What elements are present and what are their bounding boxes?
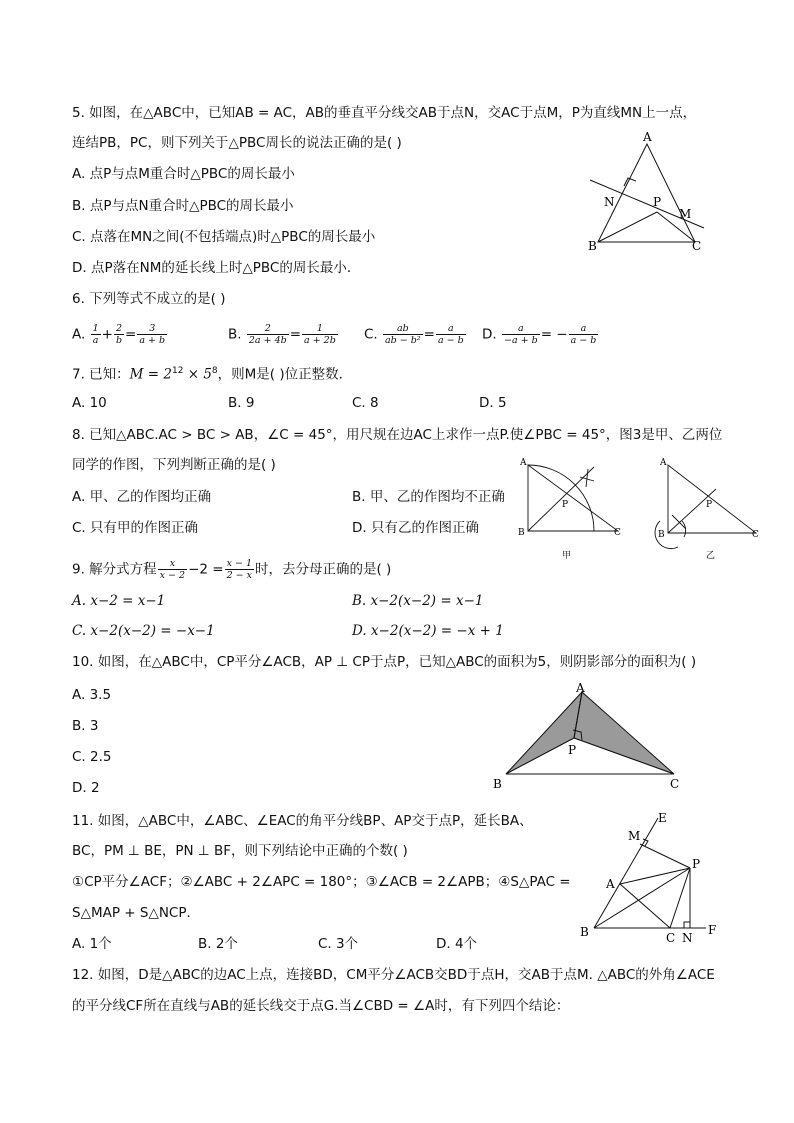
- q5-label-m: M: [679, 207, 692, 221]
- q5-stem-line1: 5. 如图，在△ABC中，已知AB = AC，AB的垂直平分线交AB于点N，交AC于点M，P为直线MN上一点，: [72, 105, 697, 121]
- q8-stem-line1: 8. 已知△ABC.AC > BC > AB，∠C = 45°，用尺规在边AC上求作一点P.使∠PBC = 45°，图3是甲、乙两位: [72, 427, 723, 443]
- q8-figure-jia: [514, 455, 626, 561]
- q5-option-b[interactable]: B. 点P与点N重合时△PBC的周长最小: [72, 198, 294, 214]
- q12-stem-line1: 12. 如图，D是△ABC的边AC上点，连接BD，CM平分∠ACB交BD于点H，交AB于点M. △ABC的外角∠ACE: [72, 967, 715, 983]
- equals-sign: =: [125, 326, 137, 343]
- equals-sign: =: [289, 326, 302, 343]
- q6-a-fraction-2: [114, 323, 124, 346]
- q10-label-p: P: [568, 743, 577, 757]
- q9-fraction-2: [225, 558, 254, 581]
- q9-stem-suffix: 时，去分母正确的是( ): [255, 561, 392, 578]
- q7-expr-times: × 5: [183, 366, 212, 383]
- q10-label-a: A: [576, 681, 585, 695]
- q11-label-a: A: [606, 877, 615, 891]
- q11-stem-line4: S△MAP + S△NCP．: [72, 905, 200, 921]
- q10-option-b[interactable]: B. 3: [72, 718, 99, 734]
- denominator: a + 2b: [304, 335, 336, 346]
- numerator: x: [158, 558, 187, 570]
- q9-stem: [72, 558, 391, 581]
- q11-label-b: B: [580, 925, 589, 939]
- q6-option-d[interactable]: [482, 323, 599, 346]
- q8-option-a[interactable]: A. 甲、乙的作图均正确: [72, 489, 212, 505]
- q11-label-c: C: [666, 931, 676, 942]
- q10-stem: 10. 如图，在△ABC中，CP平分∠ACB，AP ⊥ CP于点P，已知△ABC的面积为5，则阴影部分的面积为( ): [72, 654, 697, 670]
- q6-option-b[interactable]: [228, 323, 339, 346]
- q11-stem-line3: ①CP平分∠ACF；②∠ABC + 2∠APC = 180°；③∠ACB = 2∠APB；④S△PAC =: [72, 874, 571, 890]
- q11-label-f: F: [708, 923, 717, 937]
- denominator: b: [115, 335, 123, 346]
- q5-label-a: A: [643, 130, 652, 144]
- q10-option-a[interactable]: A. 3.5: [72, 687, 112, 703]
- numerator: 1: [302, 323, 338, 335]
- q8-option-b[interactable]: B. 甲、乙的作图均不正确: [352, 489, 505, 505]
- q11-label-m: M: [628, 829, 641, 843]
- q9-stem-mid: −2 =: [188, 561, 224, 578]
- q8-yi-label-c: C: [752, 530, 759, 540]
- numerator: a: [502, 323, 540, 335]
- q6-a-fraction-1: [91, 323, 101, 346]
- q6-option-c[interactable]: [364, 323, 467, 346]
- q10-shaded-triangle-figure: [488, 678, 688, 794]
- q7-stem: [72, 362, 352, 384]
- q7-option-b[interactable]: B. 9: [228, 395, 255, 411]
- q6-option-a-label: A.: [72, 326, 86, 343]
- q9-option-b[interactable]: B. x−2(x−2) = x−1: [352, 593, 484, 609]
- q11-label-n: N: [682, 931, 693, 942]
- denominator: a − b: [570, 335, 597, 346]
- q11-label-p: P: [692, 857, 701, 871]
- q6-a-fraction-3: [137, 323, 167, 346]
- equals-negative-sign: = −: [540, 326, 568, 343]
- q5-option-c[interactable]: C. 点落在MN之间(不包括端点)时△PBC的周长最小: [72, 229, 376, 245]
- q9-stem-prefix: 9. 解分式方程: [72, 561, 157, 578]
- q8-jia-label-b: B: [518, 528, 525, 538]
- numerator: 3: [137, 323, 167, 335]
- q7-exponent-1: 12: [171, 366, 184, 376]
- numerator: 2: [114, 323, 124, 335]
- denominator: 2a + 4b: [248, 335, 287, 346]
- q5-triangle-figure: [580, 128, 710, 256]
- equals-sign: =: [423, 326, 435, 343]
- q9-fraction-1: [158, 558, 187, 581]
- q8-yi-label-a: A: [660, 458, 667, 468]
- q5-label-b: B: [588, 239, 597, 253]
- q10-label-b: B: [493, 777, 502, 791]
- q7-exponent-2: 8: [211, 366, 218, 376]
- numerator: a: [569, 323, 599, 335]
- numerator: ab: [383, 323, 423, 335]
- q6-d-fraction-2: [569, 323, 599, 346]
- denominator: x − 2: [159, 570, 186, 581]
- q5-label-c: C: [692, 239, 702, 253]
- q8-jia-label-c: C: [614, 528, 621, 538]
- q11-option-a[interactable]: A. 1个: [72, 936, 112, 952]
- q8-yi-label-b: B: [658, 530, 665, 540]
- numerator: 1: [92, 323, 99, 334]
- q10-option-c[interactable]: C. 2.5: [72, 749, 112, 765]
- q11-angle-bisector-figure: [574, 808, 724, 942]
- q5-label-p: P: [653, 195, 662, 209]
- q7-stem-suffix: ，则M是( )位正整数．: [217, 366, 353, 383]
- q11-stem-line1: 11. 如图，△ABC中，∠ABC、∠EAC的角平分线BP、AP交于点P，延长BA、: [72, 813, 533, 829]
- q9-option-a[interactable]: A. x−2 = x−1: [72, 593, 166, 609]
- q6-d-fraction-1: [502, 323, 540, 346]
- q6-option-b-label: B.: [228, 326, 242, 343]
- q8-figure-yi: [652, 455, 764, 561]
- q7-option-d[interactable]: D. 5: [479, 395, 507, 411]
- q9-option-c[interactable]: C. x−2(x−2) = −x−1: [72, 623, 215, 639]
- q5-stem-line2: 连结PB，PC，则下列关于△PBC周长的说法正确的是( ): [72, 135, 402, 151]
- q11-option-c[interactable]: C. 3个: [318, 936, 359, 952]
- plus-sign: +: [101, 326, 113, 343]
- q8-yi-caption: 乙: [706, 551, 716, 561]
- q8-jia-label-a: A: [520, 458, 527, 468]
- q11-label-e: E: [658, 811, 667, 825]
- denominator: −a + b: [503, 335, 538, 346]
- q7-expr-main: M = 2: [129, 366, 172, 383]
- q10-option-d[interactable]: D. 2: [72, 780, 100, 796]
- q6-option-c-label: C.: [364, 326, 378, 343]
- q5-option-a[interactable]: A. 点P与点M重合时△PBC的周长最小: [72, 166, 295, 182]
- q5-label-n: N: [604, 195, 615, 209]
- q11-stem-line2: BC，PM ⊥ BE，PN ⊥ BF，则下列结论中正确的个数( ): [72, 843, 408, 859]
- q11-option-b[interactable]: B. 2个: [198, 936, 238, 952]
- q7-option-c[interactable]: C. 8: [352, 395, 379, 411]
- denominator: ab − b²: [385, 335, 421, 346]
- q7-stem-prefix: 7. 已知：: [72, 366, 130, 383]
- q8-stem-line2: 同学的作图，下列判断正确的是( ): [72, 457, 276, 473]
- q11-option-d[interactable]: D. 4个: [436, 936, 478, 952]
- q9-option-d[interactable]: D. x−2(x−2) = −x + 1: [352, 623, 504, 639]
- q10-label-c: C: [670, 777, 680, 791]
- denominator: a: [92, 335, 99, 346]
- q6-option-d-label: D.: [482, 326, 497, 343]
- denominator: a − b: [437, 335, 464, 346]
- denominator: a + b: [139, 335, 166, 346]
- q5-option-d[interactable]: D. 点P落在NM的延长线上时△PBC的周长最小．: [72, 260, 361, 276]
- denominator: 2 − x: [226, 570, 252, 581]
- q6-c-fraction-2: [436, 323, 466, 346]
- q7-option-a[interactable]: A. 10: [72, 395, 107, 411]
- q6-c-fraction-1: [383, 323, 423, 346]
- q8-yi-label-p: P: [706, 500, 713, 510]
- q6-b-fraction-1: [247, 323, 289, 346]
- q12-stem-line2: 的平分线CF所在直线与AB的延长线交于点G.当∠CBD = ∠A时，有下列四个结论：: [72, 998, 570, 1014]
- q8-jia-label-p: P: [562, 500, 569, 510]
- q8-option-d[interactable]: D. 只有乙的作图正确: [352, 520, 479, 536]
- numerator: a: [436, 323, 466, 335]
- q6-option-a[interactable]: [72, 323, 168, 346]
- q8-jia-caption: 甲: [562, 551, 572, 561]
- q8-option-c[interactable]: C. 只有甲的作图正确: [72, 520, 199, 536]
- numerator: 2: [247, 323, 289, 335]
- q6-b-fraction-2: [302, 323, 338, 346]
- q6-stem: 6. 下列等式不成立的是( ): [72, 291, 226, 307]
- numerator: x − 1: [226, 558, 252, 569]
